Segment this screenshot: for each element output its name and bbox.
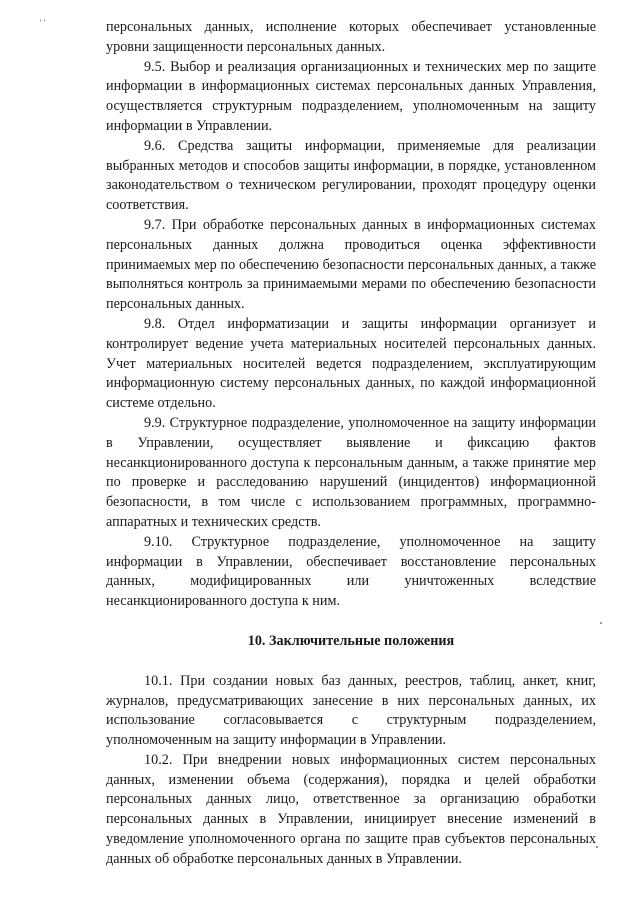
paragraph-9-5: 9.5. Выбор и реализация организационных и технических мер по защите информации в информационных системах персональных данных Управления, осуществляется структурным подразделением, уполномоченным на защиту информации в Управлении. — [106, 58, 596, 134]
section-heading: 10. Заключительные положения — [247, 632, 455, 649]
paragraph-10-1: 10.1. При создании новых баз данных, реестров, таблиц, анкет, книг, журналов, предусматривающих занесение в них персональных данных, их использование согласовывается с структурным подразделением, уполномоченным на защиту информации в Управлении. — [106, 672, 596, 749]
document-page — [106, 18, 596, 870]
paragraph-9-7: 9.7. При обработке персональных данных в информационных системах персональных данных должна проводиться оценка эффективности принимаемых мер по обеспечению безопасности персональных данных, а также выполняться контроль за принимаемыми мерами по обеспечению безопасности персональных данных. — [106, 216, 596, 313]
paragraph-10-2: 10.2. При внедрении новых информационных систем персональных данных, изменении объема (содержания), порядка и целей обработки персональных данных лицо, ответственное за организацию обработки персональных данных в Управлении, инициирует внесение изменений в уведомление уполномоченного органа по защите прав субъектов персональных данных об обработке персональных данных в Управлении. — [106, 751, 596, 867]
paragraph-9-9: 9.9. Структурное подразделение, уполномоченное на защиту информации в Управлении, осуществляет выявление и фиксацию фактов несанкционированного доступа к персональным данным, а также принятие мер по проверке и расследованию нарушений (инцидентов) информационной безопасности, в том числе с использованием программных, программно-аппаратных и технических средств. — [106, 414, 596, 530]
paragraph-9-8: 9.8. Отдел информатизации и защиты информации организует и контролирует ведение учета материальных носителей персональных данных. Учет материальных носителей ведется подразделением, эксплуатирующим информационную систему персональных данных, по каждой информационной системе отдельно. — [106, 315, 596, 412]
scan-speck — [596, 846, 598, 848]
scan-speck — [600, 622, 602, 624]
scan-mark: ' ' — [40, 18, 46, 28]
paragraph-9-6: 9.6. Средства защиты информации, применяемые для реализации выбранных методов и способов защиты информации, в порядке, установленном законодательством о техническом регулировании, проходят процедуру оценки соответствия. — [106, 137, 596, 214]
paragraph-continuation: персональных данных, исполнение которых обеспечивает установленные уровни защищенности персональных данных. — [106, 19, 596, 55]
paragraph-9-10: 9.10. Структурное подразделение, уполномоченное на защиту информации в Управлении, обеспечивает восстановление персональных данных, модифицированных или уничтоженных вследствие несанкционированного доступа к ним. — [106, 533, 596, 610]
